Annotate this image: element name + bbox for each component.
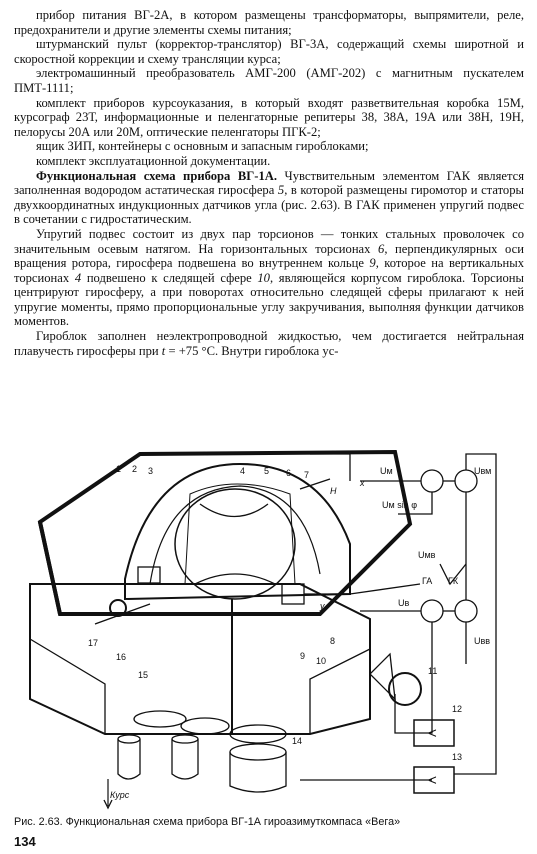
text-run: , в которой размещены гиромотор и статоры двухкоординатных индукционных датчиков угла (рис. 2.63). В ГАК применен упругий подвес в сочетании с гидростатическим.	[14, 183, 524, 227]
figure-label-10: 10	[316, 656, 327, 666]
figure-label-11: 11	[428, 666, 438, 676]
gear-b	[181, 718, 229, 734]
figure-label-14: 14	[292, 736, 303, 746]
figure-label-2: 2	[132, 464, 138, 474]
label-y: y	[320, 601, 325, 611]
paragraph	[14, 227, 524, 329]
text-run: 9	[369, 256, 376, 271]
sum-top-left	[421, 470, 443, 492]
figure-label-3: 3	[148, 466, 154, 476]
gyrosphere	[175, 489, 295, 599]
text-run: t	[161, 343, 166, 358]
paragraph	[14, 154, 524, 169]
figure-label-7: 7	[304, 470, 310, 480]
amplifier-12-symbol: <	[428, 725, 437, 742]
label-u-m: Uм	[380, 466, 393, 476]
amplifier-13-symbol: <	[428, 772, 437, 789]
text-run: Функциональная схема прибора ВГ-1А.	[36, 168, 277, 183]
text-run: штурманский пульт (корректор-транслятор) ВГ-3А, содержащий схемы широтной и скоростной коррекции и схему трансляции курса;	[14, 37, 524, 66]
figure-label-6: 6	[286, 468, 292, 478]
paragraph	[14, 96, 524, 140]
figure-label-16: 16	[116, 652, 127, 662]
paragraph	[14, 329, 524, 358]
label-u-v: Uв	[398, 598, 410, 608]
figure-label-8: 8	[330, 636, 336, 646]
figure-label-15: 15	[138, 670, 149, 680]
figure-caption: Рис. 2.63. Функциональная схема прибора ВГ-1А гироазимуткомпаса «Вега»	[14, 816, 401, 828]
figure-label-17: 17	[88, 638, 99, 648]
figure-label-1: 1	[116, 464, 122, 474]
figure-label-13: 13	[452, 752, 463, 762]
page-number: 134	[14, 834, 36, 849]
figure-2-63	[0, 434, 537, 814]
label-x: x	[360, 478, 365, 488]
label-u-vm: Uвм	[474, 466, 492, 476]
sum-bottom-left	[421, 600, 443, 622]
gear-a	[134, 711, 186, 727]
paragraph	[14, 139, 524, 154]
text-run: электромашинный преобразователь АМГ-200 (АМГ-202) с магнитным пускателем ПМТ-1111;	[14, 66, 524, 95]
figure-label-12: 12	[452, 704, 463, 714]
label-ga: ГА	[422, 576, 433, 586]
text-run: 5	[277, 183, 285, 198]
label-u-mv: Uмв	[418, 550, 436, 560]
figure-label-9: 9	[300, 651, 306, 661]
text-run: Гироблок заполнен неэлектропроводной жидкостью, чем достигается нейтральная плавучесть гиросферы при	[14, 329, 524, 358]
text-run: комплект эксплуатационной документации.	[36, 153, 271, 168]
text-run: , перпендикулярных оси вращения ротора, гиросфера подвешена во внутреннем кольце	[14, 241, 524, 271]
text-run: 10	[257, 270, 270, 285]
sensor-16	[138, 567, 160, 583]
text-run: , которое на вертикальных торсионах	[14, 256, 525, 285]
text-run: 4	[74, 270, 82, 285]
text-run: Чувствительным элементом ГАК является заполненная водородом астатическая гиросфера	[14, 168, 524, 198]
figure-label-5: 5	[264, 466, 270, 476]
outer-frame	[40, 452, 410, 614]
paragraph	[14, 66, 524, 95]
text-run: Упругий подвес состоит из двух пар торсионов — тонких стальных проволочек со значительным осевым натягом. На горизонтальных торсионах	[14, 226, 524, 256]
label-h: H	[330, 486, 337, 496]
label-gk: ГК	[448, 576, 459, 586]
text-run: 6	[378, 241, 385, 256]
sensor-9	[282, 584, 304, 604]
paragraph	[14, 37, 524, 66]
paragraph	[14, 8, 524, 37]
text-run: ящик ЗИП, контейнеры с основным и запасным гироблоками;	[36, 139, 369, 154]
text-run: = +75 °С. Внутри гироблока ус-	[165, 343, 339, 358]
text-run: подвешено к следящей сфере	[81, 270, 258, 285]
body-text	[14, 8, 524, 358]
label-u-vv: Uвв	[474, 636, 491, 646]
text-run: комплект приборов курсоуказания, в который входят разветвительная коробка 15М, курсограф 23Т, информационные и пеленгаторные репитеры 38, 38А, 19А или 38Н, 19Н, пелорусы 20А или 20М, оптические пеленгаторы ПГК-2;	[14, 95, 524, 139]
paragraph	[14, 169, 524, 227]
sum-bottom-right	[455, 600, 477, 622]
figure-label-4: 4	[240, 466, 246, 476]
text-run: прибор питания ВГ-2А, в котором размещены трансформаторы, выпрямители, реле, предохранители и другие элементы схемы питания;	[14, 8, 524, 37]
text-run: , являющейся корпусом гироблока. Торсионы центрируют гиросферу, а при поворотах относительно следящей сферы прилагают к ней упругие моменты, прямо пропорциональные углу закручивания, выполняя функции датчиков моментов.	[14, 270, 524, 329]
label-u-msin: Uм sin φ	[382, 500, 418, 510]
label-kurs: Курс	[110, 790, 130, 800]
